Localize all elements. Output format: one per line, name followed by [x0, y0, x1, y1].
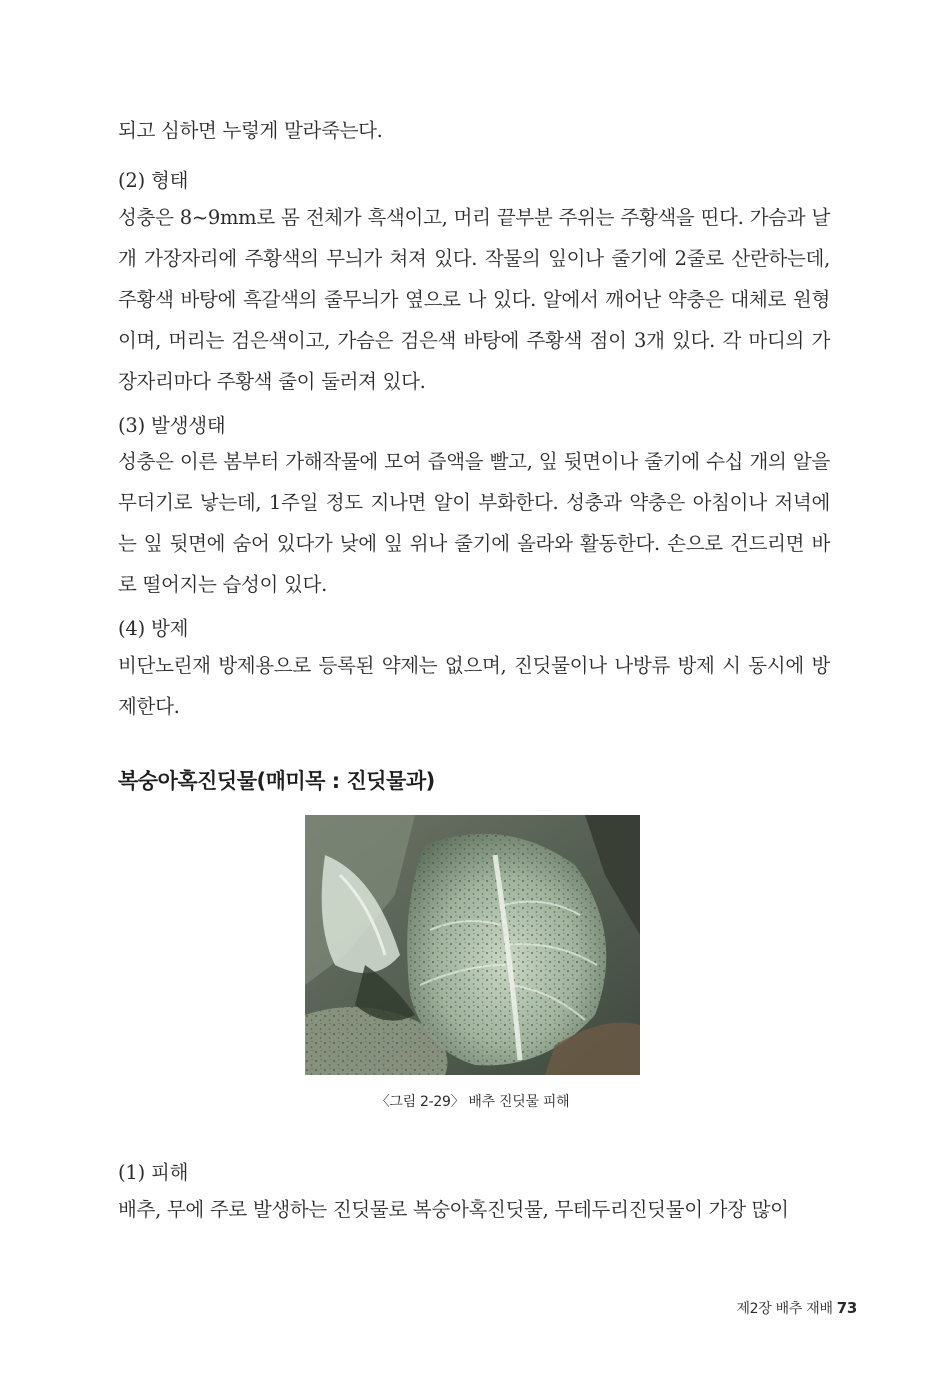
- control-subheading: (4) 방제: [118, 617, 189, 640]
- figure-caption: 〈그림 2-29〉 배추 진딧물 피해: [375, 1094, 570, 1110]
- damage-paragraph: 배추, 무에 주로 발생하는 진딧물로 복숭아혹진딧물, 무테두리진딧물이 가장 많이: [118, 1198, 789, 1221]
- page-footer: [736, 1297, 857, 1320]
- section-title: 복숭아혹진딧물(매미목 : 진딧물과): [118, 769, 435, 793]
- damage-subheading: (1) 피해: [118, 1161, 189, 1184]
- intro-continuation-paragraph: 되고 심하면 누렇게 말라죽는다.: [118, 119, 383, 142]
- shape-subheading: (2) 형태: [118, 169, 189, 192]
- control-paragraph: 비단노린재 방제용으로 등록된 약제는 없으며, 진딧물이나 나방류 방제 시 동시에 방제한다.: [118, 654, 830, 718]
- page-number: 73: [836, 1299, 857, 1317]
- cabbage-aphid-damage-photo: [305, 815, 640, 1075]
- ecology-subheading: (3) 발생생태: [118, 414, 226, 437]
- shape-paragraph: 성충은 8~9mm로 몸 전체가 흑색이고, 머리 끝부분 주위는 주황색을 띤다. 가슴과 날개 가장자리에 주황색의 무늬가 쳐져 있다. 작물의 잎이나 줄기에 2줄로 산란하는데, 주황색 바탕에 흑갈색의 줄무늬가 옆으로 나 있다. 알에서 깨어난 약충은 대체로 원형이며, 머리는 검은색이고, 가슴은 검은색 바탕에 주황색 점이 3개 있다. 각 마디의 가장자리마다 주황색 줄이 둘러져 있다.: [118, 206, 830, 393]
- chapter-label: 제2장 배추 재배: [736, 1301, 833, 1317]
- ecology-paragraph: 성충은 이른 봄부터 가해작물에 모여 즙액을 빨고, 잎 뒷면이나 줄기에 수십 개의 알을 무더기로 낳는데, 1주일 정도 지나면 알이 부화한다. 성충과 약충은 아침이나 저녁에는 잎 뒷면에 숨어 있다가 낮에 잎 위나 줄기에 올라와 활동한다. 손으로 건드리면 바로 떨어지는 습성이 있다.: [118, 450, 830, 596]
